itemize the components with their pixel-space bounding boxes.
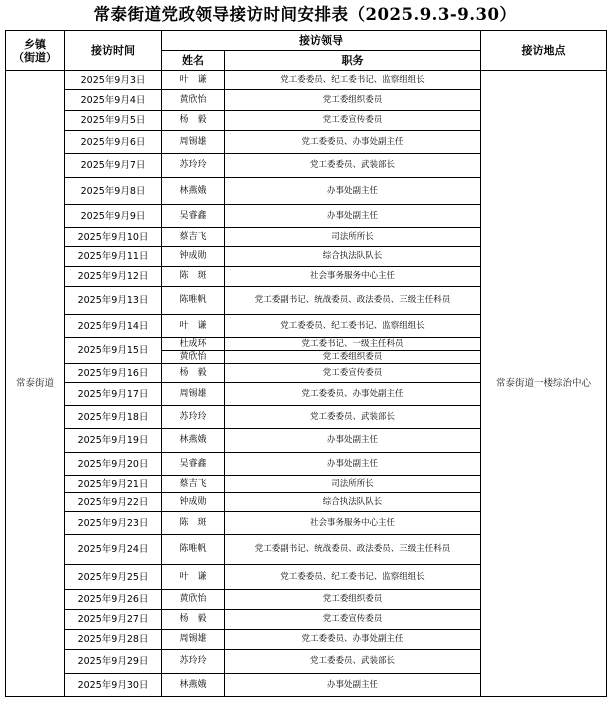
leader-name: 林燕娥 — [162, 178, 225, 205]
time-header: 接访时间 — [65, 31, 162, 71]
date-cell: 2025年9月30日 — [65, 674, 162, 697]
date-cell: 2025年9月3日 — [65, 71, 162, 90]
leader-name: 陈 斑 — [162, 512, 225, 535]
date-cell: 2025年9月14日 — [65, 315, 162, 338]
leader-name: 吴睿鑫 — [162, 205, 225, 228]
leader-duty: 社会事务服务中心主任 — [225, 512, 481, 535]
leader-duty: 党工委宣传委员 — [225, 364, 481, 383]
leader-name: 杨 毅 — [162, 610, 225, 630]
leader-duty: 司法所所长 — [225, 228, 481, 247]
leader-name: 叶 谦 — [162, 565, 225, 590]
date-cell: 2025年9月29日 — [65, 650, 162, 674]
leader-duty: 党工委委员、纪工委书记、监察组组长 — [225, 315, 481, 338]
leader-name: 钟成勋 — [162, 493, 225, 512]
location-header: 接访地点 — [481, 31, 607, 71]
date-cell: 2025年9月22日 — [65, 493, 162, 512]
leader-duty: 党工委宣传委员 — [225, 111, 481, 131]
leader-duty: 综合执法队队长 — [225, 247, 481, 267]
location-cell: 常泰街道一楼综治中心 — [481, 71, 607, 697]
date-cell: 2025年9月18日 — [65, 406, 162, 429]
date-cell: 2025年9月9日 — [65, 205, 162, 228]
leader-name: 吴睿鑫 — [162, 453, 225, 476]
date-cell: 2025年9月23日 — [65, 512, 162, 535]
leader-name: 黄欣怡 — [162, 351, 225, 364]
date-cell: 2025年9月12日 — [65, 267, 162, 287]
leader-duty: 党工委委员、武装部长 — [225, 154, 481, 178]
leader-duty: 党工委委员、纪工委书记、监察组组长 — [225, 71, 481, 90]
leader-name: 蔡吉飞 — [162, 476, 225, 493]
township-cell: 常泰街道 — [6, 71, 65, 697]
leader-name: 叶 谦 — [162, 71, 225, 90]
date-cell: 2025年9月6日 — [65, 131, 162, 154]
date-cell: 2025年9月13日 — [65, 287, 162, 315]
date-cell: 2025年9月27日 — [65, 610, 162, 630]
leader-duty: 党工委组织委员 — [225, 90, 481, 111]
leader-name: 杜成环 — [162, 338, 225, 351]
date-cell: 2025年9月10日 — [65, 228, 162, 247]
leader-duty: 党工委委员、武装部长 — [225, 406, 481, 429]
leader-name: 苏玲玲 — [162, 406, 225, 429]
duty-header: 职务 — [225, 51, 481, 71]
date-cell: 2025年9月17日 — [65, 383, 162, 406]
leader-name: 陈唯帆 — [162, 535, 225, 565]
date-cell: 2025年9月24日 — [65, 535, 162, 565]
leader-name: 黄欣怡 — [162, 590, 225, 610]
table-row — [6, 71, 607, 90]
leader-name: 蔡吉飞 — [162, 228, 225, 247]
leader-name: 钟成勋 — [162, 247, 225, 267]
date-cell: 2025年9月21日 — [65, 476, 162, 493]
leader-duty: 办事处副主任 — [225, 674, 481, 697]
date-cell: 2025年9月20日 — [65, 453, 162, 476]
leader-name: 周锡雄 — [162, 383, 225, 406]
leader-name: 周锡雄 — [162, 131, 225, 154]
leader-name: 叶 谦 — [162, 315, 225, 338]
date-cell: 2025年9月8日 — [65, 178, 162, 205]
date-cell: 2025年9月5日 — [65, 111, 162, 131]
date-cell: 2025年9月16日 — [65, 364, 162, 383]
leader-duty: 党工委副书记、统战委员、政法委员、三级主任科员 — [225, 287, 481, 315]
leader-duty: 党工委组织委员 — [225, 351, 481, 364]
leader-duty: 党工委宣传委员 — [225, 610, 481, 630]
date-cell: 2025年9月11日 — [65, 247, 162, 267]
date-cell: 2025年9月19日 — [65, 429, 162, 453]
schedule-body — [6, 31, 607, 697]
leader-name: 黄欣怡 — [162, 90, 225, 111]
leader-name: 陈 斑 — [162, 267, 225, 287]
leader-name: 杨 毅 — [162, 364, 225, 383]
date-cell: 2025年9月25日 — [65, 565, 162, 590]
leader-duty: 党工委委员、纪工委书记、监察组组长 — [225, 565, 481, 590]
date-cell: 2025年9月28日 — [65, 630, 162, 650]
leader-duty: 社会事务服务中心主任 — [225, 267, 481, 287]
leader-duty: 办事处副主任 — [225, 429, 481, 453]
leader-duty: 党工委书记、一级主任科员 — [225, 338, 481, 351]
leader-name: 林燕娥 — [162, 674, 225, 697]
leader-duty: 党工委组织委员 — [225, 590, 481, 610]
schedule-table — [5, 30, 607, 697]
leader-duty: 党工委委员、办事处副主任 — [225, 630, 481, 650]
leader-duty: 党工委副书记、统战委员、政法委员、三级主任科员 — [225, 535, 481, 565]
leader-duty: 办事处副主任 — [225, 453, 481, 476]
leader-name: 林燕娥 — [162, 429, 225, 453]
leader-duty: 党工委委员、武装部长 — [225, 650, 481, 674]
page-title: 常泰街道党政领导接访时间安排表（2025.9.3-9.30） — [93, 5, 517, 24]
date-cell: 2025年9月7日 — [65, 154, 162, 178]
leader-name: 陈唯帆 — [162, 287, 225, 315]
leader-duty: 综合执法队队长 — [225, 493, 481, 512]
leader-name: 杨 毅 — [162, 111, 225, 131]
leader-header: 接访领导 — [162, 31, 481, 51]
leader-duty: 党工委委员、办事处副主任 — [225, 383, 481, 406]
leader-name: 苏玲玲 — [162, 154, 225, 178]
leader-duty: 办事处副主任 — [225, 205, 481, 228]
leader-duty: 司法所所长 — [225, 476, 481, 493]
header-row — [6, 31, 607, 51]
date-cell: 2025年9月15日 — [65, 338, 162, 364]
leader-name: 周锡雄 — [162, 630, 225, 650]
date-cell: 2025年9月4日 — [65, 90, 162, 111]
leader-name: 苏玲玲 — [162, 650, 225, 674]
name-header: 姓名 — [162, 51, 225, 71]
township-header: 乡镇 （街道） — [6, 31, 65, 71]
date-cell: 2025年9月26日 — [65, 590, 162, 610]
leader-duty: 党工委委员、办事处副主任 — [225, 131, 481, 154]
leader-duty: 办事处副主任 — [225, 178, 481, 205]
